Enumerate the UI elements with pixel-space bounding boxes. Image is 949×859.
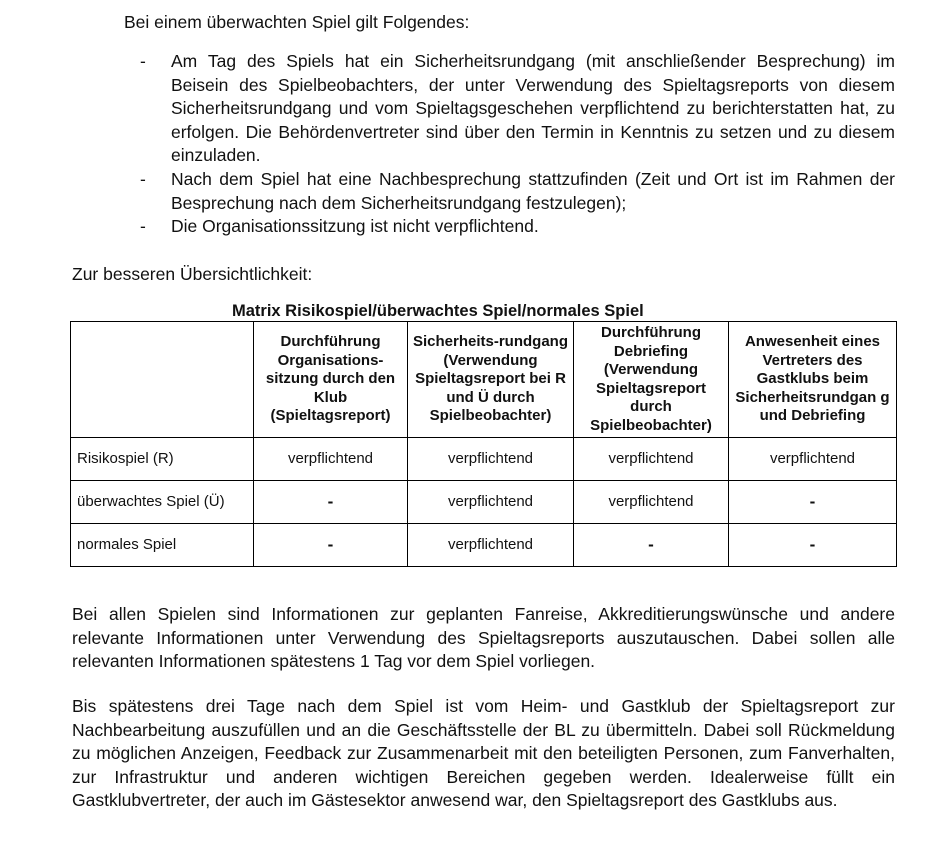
table-header-row xyxy=(71,322,897,438)
header-cell-gastklub-vertreter: Anwesenheit eines Vertreters des Gastklubs beim Sicherheitsrundgan g und Debriefing xyxy=(729,322,897,438)
table-cell: verpflichtend xyxy=(408,438,574,481)
bullet-list xyxy=(140,50,895,239)
row-label: normales Spiel xyxy=(71,524,254,567)
table-cell: - xyxy=(254,481,408,524)
subheading: Zur besseren Übersichtlichkeit: xyxy=(72,264,313,284)
table-cell: - xyxy=(729,524,897,567)
bullet-dash: - xyxy=(140,216,146,237)
header-cell-empty xyxy=(71,322,254,438)
bullet-item xyxy=(140,50,895,168)
table-cell: verpflichtend xyxy=(408,524,574,567)
paragraph-information-exchange: Bei allen Spielen sind Informationen zur geplanten Fanreise, Akkreditierungswünsche und andere relevante Informationen unter Verwendung des Spieltagsreports auszutauschen. Dabei sollen alle relevanten Informationen spätestens 1 Tag vor dem Spiel vorliegen. xyxy=(72,604,895,672)
table-cell: - xyxy=(254,524,408,567)
table-cell: verpflichtend xyxy=(729,438,897,481)
header-cell-organisationssitzung: Durchführung Organisations-sitzung durch den Klub (Spieltagsreport) xyxy=(254,322,408,438)
bullet-text: Die Organisationssitzung ist nicht verpflichtend. xyxy=(171,216,539,237)
intro-text: Bei einem überwachten Spiel gilt Folgendes: xyxy=(124,12,470,32)
table-cell: - xyxy=(574,524,729,567)
row-label: Risikospiel (R) xyxy=(71,438,254,481)
bullet-text: Nach dem Spiel hat eine Nachbesprechung stattzufinden (Zeit und Ort ist im Rahmen der Besprechung nach dem Sicherheitsrundgang festzulegen); xyxy=(171,168,895,213)
header-cell-sicherheitsrundgang: Sicherheits-rundgang (Verwendung Spieltagsreport bei R und Ü durch Spielbeobachter) xyxy=(408,322,574,438)
matrix-title: Matrix Risikospiel/überwachtes Spiel/normales Spiel xyxy=(232,302,644,320)
table-cell: verpflichtend xyxy=(408,481,574,524)
table-row xyxy=(71,481,897,524)
table-cell: - xyxy=(729,481,897,524)
table-cell: verpflichtend xyxy=(254,438,408,481)
table-row xyxy=(71,524,897,567)
bullet-item xyxy=(140,215,895,239)
bullet-text: Am Tag des Spiels hat ein Sicherheitsrundgang (mit anschließender Besprechung) im Beisein des Spielbeobachters, der unter Verwendung des Spieltagsreports von diesem Sicherheitsrundgang und vom Spieltagsgeschehen verpflichtend zu berichterstatten hat, zu erfolgen. Die Behördenvertreter sind über den Termin in Kenntnis zu setzen und zu diesem einzuladen. xyxy=(171,51,895,166)
bullet-dash: - xyxy=(140,51,146,71)
table-row xyxy=(71,438,897,481)
header-cell-debriefing: Durchführung Debriefing (Verwendung Spieltagsreport durch Spielbeobachter) xyxy=(574,322,729,438)
table-cell: verpflichtend xyxy=(574,481,729,524)
bullet-dash: - xyxy=(140,168,146,189)
bullet-item xyxy=(140,168,895,215)
paragraph-post-match-report: Bis spätestens drei Tage nach dem Spiel ist vom Heim- und Gastklub der Spieltagsreport zur Nachbearbeitung auszufüllen und an die Geschäftsstelle der BL zu übermitteln. Dabei soll Rückmeldung zu möglichen Anzeigen, Feedback zur Zusammenarbeit mit den beteiligten Personen, zum Fanverhalten, zur Infrastruktur und anderen wichtigen Bereichen gegeben werden. Idealerweise füllt ein Gastklubvertreter, der auch im Gästesektor anwesend war, den Spieltagsreport des Gastklubs aus. xyxy=(72,696,895,811)
row-label: überwachtes Spiel (Ü) xyxy=(71,481,254,524)
table-cell: verpflichtend xyxy=(574,438,729,481)
matrix-table xyxy=(70,321,897,567)
